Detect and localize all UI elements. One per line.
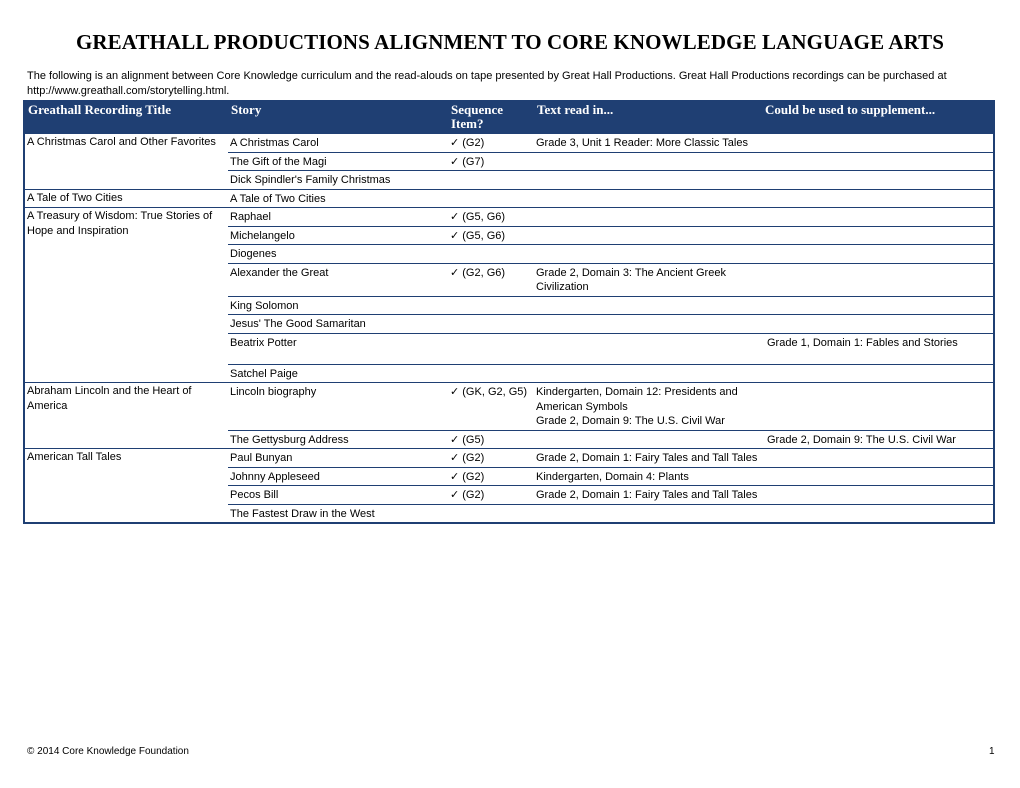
story-cell: King Solomon [230,299,299,312]
table-row [228,227,993,246]
sequence-cell [448,505,534,523]
sequence-cell [448,315,534,333]
table-header [25,102,993,134]
sequence-cell [448,365,534,383]
story-cell: Dick Spindler's Family Christmas [230,174,391,186]
sequence-cell [448,245,534,263]
story-cell: A Christmas Carol [230,137,319,149]
story-cell: Alexander the Great [230,266,329,279]
story-cell: Jesus' The Good Samaritan [230,318,366,330]
sequence-cell: ✓ (G5, G6) [450,211,506,223]
supplement-cell [765,315,993,333]
story-cell: Beatrix Potter [230,336,297,349]
story-cell: A Tale of Two Cities [230,192,326,205]
text-read-in-cell [534,334,765,364]
sequence-cell [448,171,534,189]
supplement-cell [765,449,993,467]
table-row [228,208,993,227]
footer-page-number: 1 [989,746,995,757]
supplement-cell [765,171,993,189]
sequence-cell: ✓ (G5, G6) [450,229,506,242]
story-cell: Michelangelo [230,229,295,242]
table-row [228,171,993,189]
supplement-cell [765,468,993,486]
table-row [228,365,993,383]
header-text-read-in: Text read in... [537,102,614,117]
text-read-in-cell [534,365,765,383]
story-list [228,208,993,382]
story-cell: The Gift of the Magi [230,155,327,168]
sequence-cell: ✓ (G5) [450,433,485,446]
text-read-in-cell: Grade 3, Unit 1 Reader: More Classic Tales [536,137,748,149]
story-list [228,383,993,448]
sequence-cell [448,297,534,315]
text-read-in-cell [534,153,765,171]
supplement-cell [765,208,993,226]
sequence-cell [448,334,534,364]
alignment-table [23,100,995,524]
supplement-cell [765,227,993,245]
table-row [228,315,993,334]
recording-title: American Tall Tales [27,451,122,463]
table-row [228,431,993,449]
header-sequence-item: Sequence Item? [451,102,503,131]
recording-title: A Christmas Carol and Other Favorites [27,136,216,148]
recording-group [25,134,993,190]
supplement-cell: Grade 1, Domain 1: Fables and Stories [767,336,958,349]
supplement-cell: Grade 2, Domain 9: The U.S. Civil War [767,433,956,446]
header-supplement: Could be used to supplement... [765,102,936,117]
sequence-cell: ✓ (G2) [450,137,485,149]
table-row [228,264,993,297]
page-title: GREATHALL PRODUCTIONS ALIGNMENT TO CORE KNOWLEDGE LANGUAGE ARTS [75,30,945,54]
recording-title: A Tale of Two Cities [27,191,123,204]
sequence-cell: ✓ (G2) [450,452,485,464]
supplement-cell [765,190,993,208]
table-row [228,134,993,153]
story-list [228,449,993,522]
recording-title: Abraham Lincoln and the Heart of America [27,385,192,412]
supplement-cell [765,486,993,504]
sequence-cell: ✓ (G2) [450,470,485,483]
recording-title: A Treasury of Wisdom: True Stories of Hope and Inspiration [27,210,213,237]
story-cell: The Gettysburg Address [230,433,349,446]
intro-paragraph: The following is an alignment between Core Knowledge curriculum and the read-alouds on tape presented by Great Hall Productions. Great Hall Productions recordings can be purchased at http://www.greathall.com/storytelling.html. [27,70,947,97]
sequence-cell: ✓ (G2) [450,489,485,501]
story-cell: Pecos Bill [230,489,279,501]
table-row [228,505,993,523]
header-story: Story [231,102,262,117]
text-read-in-cell [534,190,765,208]
sequence-cell: ✓ (GK, G2, G5) [450,386,528,398]
story-cell: Paul Bunyan [230,452,293,464]
story-list [228,134,993,189]
sequence-cell: ✓ (G7) [450,155,485,168]
text-read-in-cell: Grade 2, Domain 1: Fairy Tales and Tall Tales [536,452,758,464]
supplement-cell [765,297,993,315]
recording-group [25,383,993,449]
table-body [25,134,993,522]
text-read-in-cell [534,297,765,315]
text-read-in-cell [534,315,765,333]
supplement-cell [765,245,993,263]
table-row [228,486,993,505]
story-list [228,190,993,208]
text-read-in-cell [534,208,765,226]
table-row [228,334,993,365]
supplement-cell [765,505,993,523]
table-row [228,245,993,264]
text-read-in-cell [534,431,765,449]
supplement-cell [765,383,993,430]
supplement-cell [765,264,993,296]
table-row [228,449,993,468]
supplement-cell [765,365,993,383]
supplement-cell [765,153,993,171]
text-read-in-cell [534,245,765,263]
table-row [228,383,993,431]
recording-group [25,208,993,383]
text-read-in-cell: Grade 2, Domain 1: Fairy Tales and Tall Tales [536,489,758,501]
text-read-in-cell [534,505,765,523]
supplement-cell [765,134,993,152]
story-cell: Johnny Appleseed [230,470,320,483]
recording-group [25,449,993,522]
sequence-cell: ✓ (G2, G6) [450,266,506,279]
sequence-cell [448,190,534,208]
text-read-in-cell: Kindergarten, Domain 12: Presidents and American Symbols Grade 2, Domain 9: The U.S. Civil War [536,386,738,427]
story-cell: Lincoln biography [230,386,317,398]
recording-group [25,190,993,209]
footer-copyright: © 2014 Core Knowledge Foundation [27,746,189,757]
story-cell: Raphael [230,211,271,223]
header-recording-title: Greathall Recording Title [28,102,171,117]
text-read-in-cell: Grade 2, Domain 3: The Ancient Greek Civilization [536,266,726,293]
story-cell: Diogenes [230,248,277,260]
text-read-in-cell [534,227,765,245]
table-row [228,153,993,172]
text-read-in-cell [534,171,765,189]
story-cell: Satchel Paige [230,367,298,380]
text-read-in-cell: Kindergarten, Domain 4: Plants [536,470,689,483]
table-row [228,297,993,316]
table-row [228,468,993,487]
table-row [228,190,993,208]
story-cell: The Fastest Draw in the West [230,507,375,520]
